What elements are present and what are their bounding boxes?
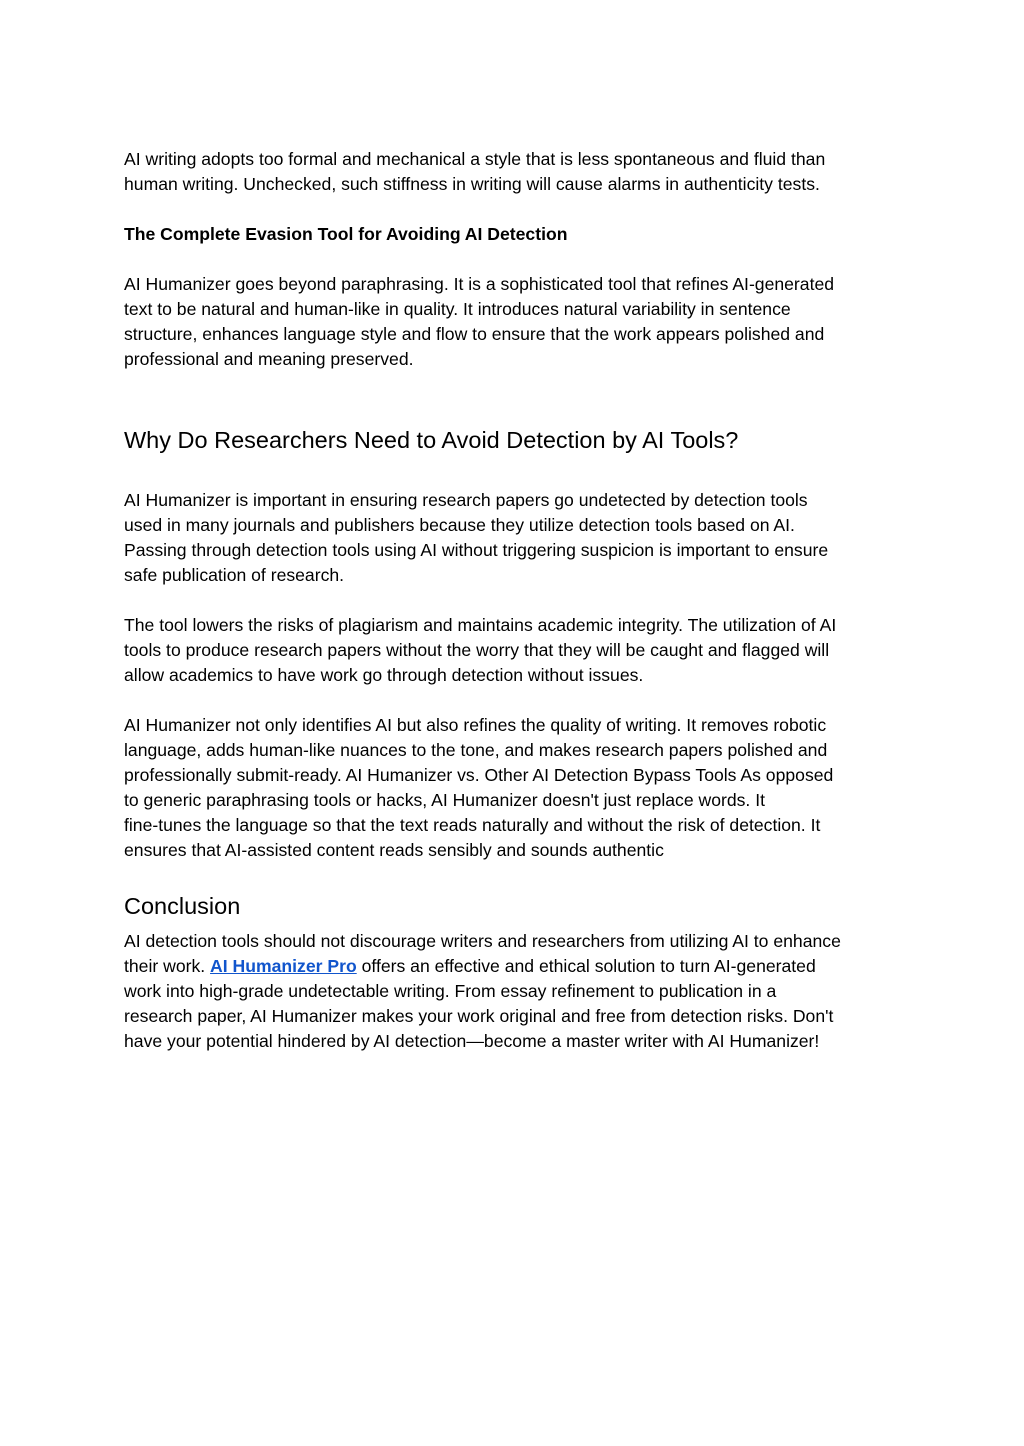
text-line: safe publication of research. bbox=[124, 565, 345, 585]
text-line: structure, enhances language style and flow to ensure that the work appears polished and bbox=[124, 324, 825, 344]
text-line-with-link bbox=[124, 954, 904, 979]
text-line: AI detection tools should not discourage writers and researchers from utilizing AI to enhance bbox=[124, 931, 841, 951]
text-line: text to be natural and human-like in quality. It introduces natural variability in sentence bbox=[124, 299, 791, 319]
evasion-tool-paragraph bbox=[124, 272, 904, 372]
researchers-paragraph-3 bbox=[124, 713, 904, 863]
text-line: professionally submit-ready. AI Humanizer vs. Other AI Detection Bypass Tools As opposed bbox=[124, 765, 834, 785]
evasion-tool-heading: The Complete Evasion Tool for Avoiding AI Detection bbox=[124, 224, 568, 244]
text-line: work into high-grade undetectable writing. From essay refinement to publication in a bbox=[124, 981, 777, 1001]
text-line: research paper, AI Humanizer makes your work original and free from detection risks. Don't bbox=[124, 1006, 834, 1026]
text-line: ensures that AI-assisted content reads sensibly and sounds authentic bbox=[124, 840, 664, 860]
text-line: have your potential hindered by AI detection—become a master writer with AI Humanizer! bbox=[124, 1031, 820, 1051]
text-fragment: offers an effective and ethical solution to turn AI-generated bbox=[356, 956, 816, 976]
text-line: AI Humanizer goes beyond paraphrasing. It is a sophisticated tool that refines AI-generated bbox=[124, 274, 835, 294]
text-line: Passing through detection tools using AI without triggering suspicion is important to ensure bbox=[124, 540, 829, 560]
text-fragment: their work. bbox=[124, 956, 211, 976]
researchers-paragraph-2 bbox=[124, 613, 904, 688]
text-line: to generic paraphrasing tools or hacks, AI Humanizer doesn't just replace words. It bbox=[124, 790, 765, 810]
conclusion-paragraph bbox=[124, 929, 904, 1054]
text-line: fine-tunes the language so that the text reads naturally and without the risk of detection. It bbox=[124, 815, 821, 835]
text-line: used in many journals and publishers because they utilize detection tools based on AI. bbox=[124, 515, 795, 535]
conclusion-heading: Conclusion bbox=[124, 893, 241, 919]
text-line: allow academics to have work go through detection without issues. bbox=[124, 665, 644, 685]
text-line: tools to produce research papers without the worry that they will be caught and flagged will bbox=[124, 640, 830, 660]
text-line: language, adds human-like nuances to the tone, and makes research papers polished and bbox=[124, 740, 828, 760]
text-line: AI Humanizer not only identifies AI but also refines the quality of writing. It removes robotic bbox=[124, 715, 827, 735]
text-line: AI Humanizer is important in ensuring research papers go undetected by detection tools bbox=[124, 490, 808, 510]
text-line: The tool lowers the risks of plagiarism and maintains academic integrity. The utilization of AI bbox=[124, 615, 837, 635]
ai-humanizer-pro-link[interactable]: AI Humanizer Pro bbox=[210, 956, 357, 976]
researchers-heading: Why Do Researchers Need to Avoid Detection by AI Tools? bbox=[124, 427, 739, 453]
text-line: AI writing adopts too formal and mechanical a style that is less spontaneous and fluid than bbox=[124, 149, 826, 169]
intro-paragraph bbox=[124, 147, 904, 197]
researchers-paragraph-1 bbox=[124, 488, 904, 588]
text-line: professional and meaning preserved. bbox=[124, 349, 414, 369]
text-line: human writing. Unchecked, such stiffness in writing will cause alarms in authenticity tests. bbox=[124, 174, 820, 194]
